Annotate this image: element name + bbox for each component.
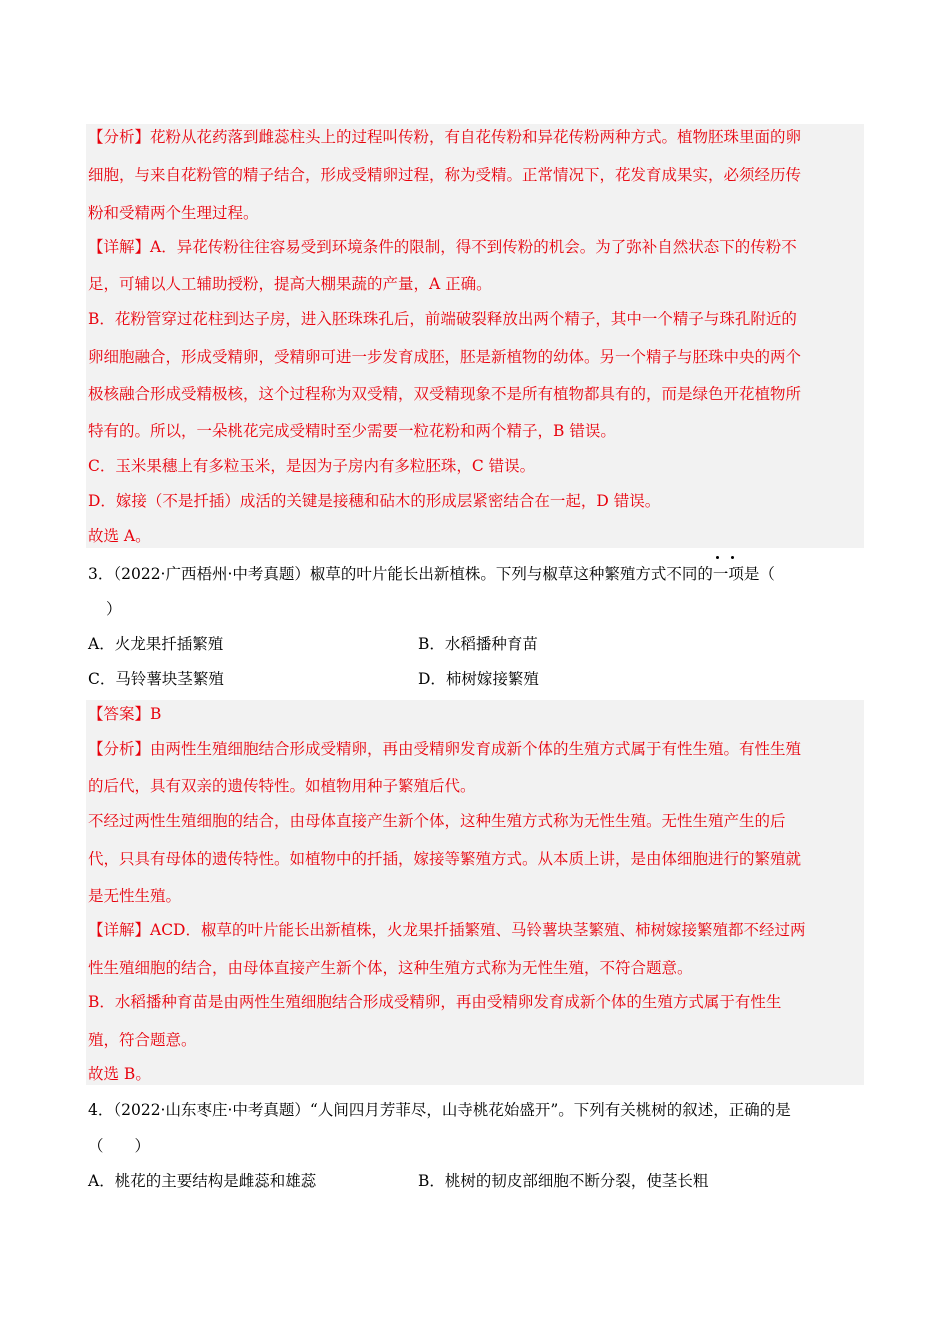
q2-analysis-line-2: 细胞，与来自花粉管的精子结合，形成受精卵过程，称为受精。正常情况下，花发育成果实，必须经历传 [88,166,802,184]
q3-analysis-line-4: 代，只具有母体的遗传特性。如植物中的扦插，嫁接等繁殖方式。从本质上讲，是由体细胞进行的繁殖就 [88,850,802,868]
q2-detail-line-4: 卵细胞融合，形成受精卵，受精卵可进一步发育成胚，胚是新植物的幼体。另一个精子与胚珠中央的两个 [88,348,802,366]
q3-detail-line-4: 殖，符合题意。 [88,1031,197,1049]
q2-analysis-line-3: 粉和受精两个生理过程。 [88,204,259,222]
q3-conclusion: 故选 B。 [88,1065,151,1083]
q2-detail-line-7: C．玉米果穗上有多粒玉米，是因为子房内有多粒胚珠，C 错误。 [88,457,536,475]
q4-stem-line-1: 4．（2022·山东枣庄·中考真题）“人间四月芳菲尽，山寺桃花始盛开”。下列有关桃树的叙述，正确的是 [88,1101,791,1119]
q4-option-a: A．桃花的主要结构是雌蕊和雄蕊 [88,1172,317,1190]
q2-detail-line-5: 极核融合形成受精极核，这个过程称为双受精，双受精现象不是所有植物都具有的，而是绿色开花植物所 [88,385,802,403]
q2-detail-line-3: B．花粉管穿过花柱到达子房，进入胚珠珠孔后，前端破裂释放出两个精子，其中一个精子与珠孔附近的 [88,310,797,328]
q2-detail-line-2: 足，可辅以人工辅助授粉，提高大棚果蔬的产量，A 正确。 [88,275,492,293]
q3-option-a: A．火龙果扦插繁殖 [88,635,224,653]
q3-option-b: B．水稻播种育苗 [418,635,538,653]
q3-option-c: C．马铃薯块茎繁殖 [88,670,224,688]
q3-analysis-line-2: 的后代，具有双亲的遗传特性。如植物用种子繁殖后代。 [88,777,476,795]
q2-analysis-line-1: 【分析】花粉从花药落到雌蕊柱头上的过程叫传粉，有自花传粉和异花传粉两种方式。植物胚珠里面的卵 [88,128,802,146]
q4-stem-line-2: （ ） [88,1137,151,1155]
q3-detail-line-2: 性生殖细胞的结合，由母体直接产生新个体，这种生殖方式称为无性生殖，不符合题意。 [88,959,693,977]
emphasis-dot [716,556,719,559]
q3-analysis-line-3: 不经过两性生殖细胞的结合，由母体直接产生新个体，这种生殖方式称为无性生殖。无性生殖产生的后 [88,812,786,830]
q3-analysis-line-1: 【分析】由两性生殖细胞结合形成受精卵，再由受精卵发育成新个体的生殖方式属于有性生殖。有性生殖 [88,740,802,758]
q3-stem-line-1: 3．（2022·广西梧州·中考真题）椒草的叶片能长出新植株。下列与椒草这种繁殖方式不同的一项是（ [88,565,775,583]
emphasis-dot [731,556,734,559]
q3-answer: 【答案】B [88,705,162,723]
q2-detail-line-6: 特有的。所以，一朵桃花完成受精时至少需要一粒花粉和两个精子，B 错误。 [88,422,616,440]
q3-stem-line-2: ） [106,600,122,618]
q3-analysis-line-5: 是无性生殖。 [88,887,182,905]
q3-option-d: D．柿树嫁接繁殖 [418,670,539,688]
q3-detail-line-1: 【详解】ACD．椒草的叶片能长出新植株，火龙果扦插繁殖、马铃薯块茎繁殖、柿树嫁接繁殖都不经过两 [88,921,806,939]
q4-option-b: B．桃树的韧皮部细胞不断分裂，使茎长粗 [418,1172,709,1190]
q2-detail-line-1: 【详解】A．异花传粉往往容易受到环境条件的限制，得不到传粉的机会。为了弥补自然状态下的传粉不 [88,238,797,256]
q2-detail-line-8: D．嫁接（不是扦插）成活的关键是接穗和砧木的形成层紧密结合在一起，D 错误。 [88,492,661,510]
q2-conclusion: 故选 A。 [88,527,151,545]
q3-detail-line-3: B．水稻播种育苗是由两性生殖细胞结合形成受精卵，再由受精卵发育成新个体的生殖方式属于有性生 [88,993,782,1011]
q2-solution-block [86,124,864,548]
